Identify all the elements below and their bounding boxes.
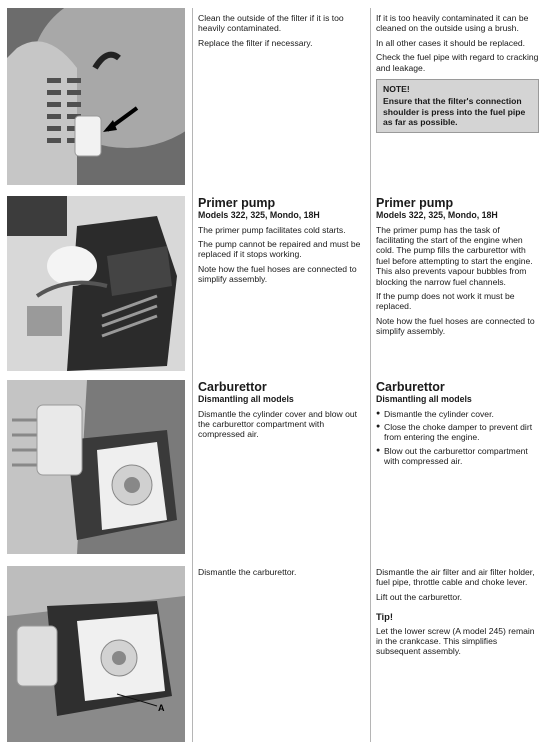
section-heading: Carburettor: [198, 380, 267, 394]
section-heading: Primer pump: [376, 196, 454, 210]
paragraph: Note how the fuel hoses are connected to simplify assembly.: [376, 315, 535, 337]
photo-fuel-filter: [7, 8, 185, 185]
s4-left-text: [198, 567, 363, 581]
bullet-item: ● Dismantle the cylinder cover.: [376, 409, 539, 419]
divider-left: [192, 8, 193, 742]
section-subheading: Dismantling all models: [198, 394, 294, 404]
section-subheading: Models 322, 325, Mondo, 18H: [376, 210, 498, 220]
section-subheading: Dismantling all models: [376, 394, 472, 404]
photo-primer-pump: [7, 196, 185, 371]
bullet-item: ● Close the choke damper to prevent dirt from entering the engine.: [376, 422, 539, 443]
tip-text: Let the lower screw (A model 245) remain in the crankcase. This simplifies subsequent assembly.: [376, 625, 535, 657]
paragraph: Replace the filter if necessary.: [198, 37, 313, 48]
paragraph: The primer pump has the task of facilitating the start of the engine when cold. The pump fills the carburettor with fuel before attempting to start the engine. This also prevents vapour bubbles from blocking the narrow fuel channels.: [376, 224, 533, 287]
s2-right-text: [376, 196, 539, 341]
paragraph: Dismantle the cylinder cover and blow out the carburettor compartment with compressed air.: [198, 408, 358, 440]
paragraph: If it is too heavily contaminated it can be cleaned on the outside using a brush.: [376, 13, 529, 34]
tip-title: Tip!: [376, 611, 394, 623]
note-text: Ensure that the filter's connection shoulder is press into the fuel pipe as far as possible.: [383, 96, 526, 128]
paragraph: Check the fuel pipe with regard to cracking and leakage.: [376, 52, 539, 73]
s3-left-text: [198, 380, 363, 444]
label-a: A: [158, 703, 165, 713]
photo-carburettor-removal: [7, 566, 185, 742]
section-subheading: Models 322, 325, Mondo, 18H: [198, 210, 320, 220]
paragraph: If the pump does not work it must be replaced.: [376, 290, 515, 312]
divider-middle: [370, 8, 371, 742]
note-title: NOTE!: [383, 84, 410, 95]
section-heading: Carburettor: [376, 380, 445, 394]
note-box: [376, 79, 539, 133]
paragraph: Dismantle the air filter and air filter holder, fuel pipe, throttle cable and choke lever.: [376, 567, 535, 588]
paragraph: Note how the fuel hoses are connected to simplify assembly.: [198, 263, 357, 285]
photo-carburettor-compartment: [7, 380, 185, 554]
paragraph: The pump cannot be repaired and must be replaced if it stops working.: [198, 238, 361, 260]
s2-left-text: [198, 196, 363, 289]
paragraph: Clean the outside of the filter if it is too heavily contaminated.: [198, 13, 344, 34]
s3-right-text: [376, 380, 539, 470]
s4-right-text: [376, 567, 539, 661]
s1-right-text: [376, 13, 539, 137]
paragraph: In all other cases it should be replaced.: [376, 37, 526, 48]
paragraph: Lift out the carburettor.: [376, 591, 462, 602]
s1-left-text: [198, 13, 363, 52]
paragraph: The primer pump facilitates cold starts.: [198, 224, 346, 235]
paragraph: Dismantle the carburettor.: [198, 567, 297, 577]
section-heading: Primer pump: [198, 196, 276, 210]
bullet-item: ● Blow out the carburettor compartment with compressed air.: [376, 446, 539, 467]
